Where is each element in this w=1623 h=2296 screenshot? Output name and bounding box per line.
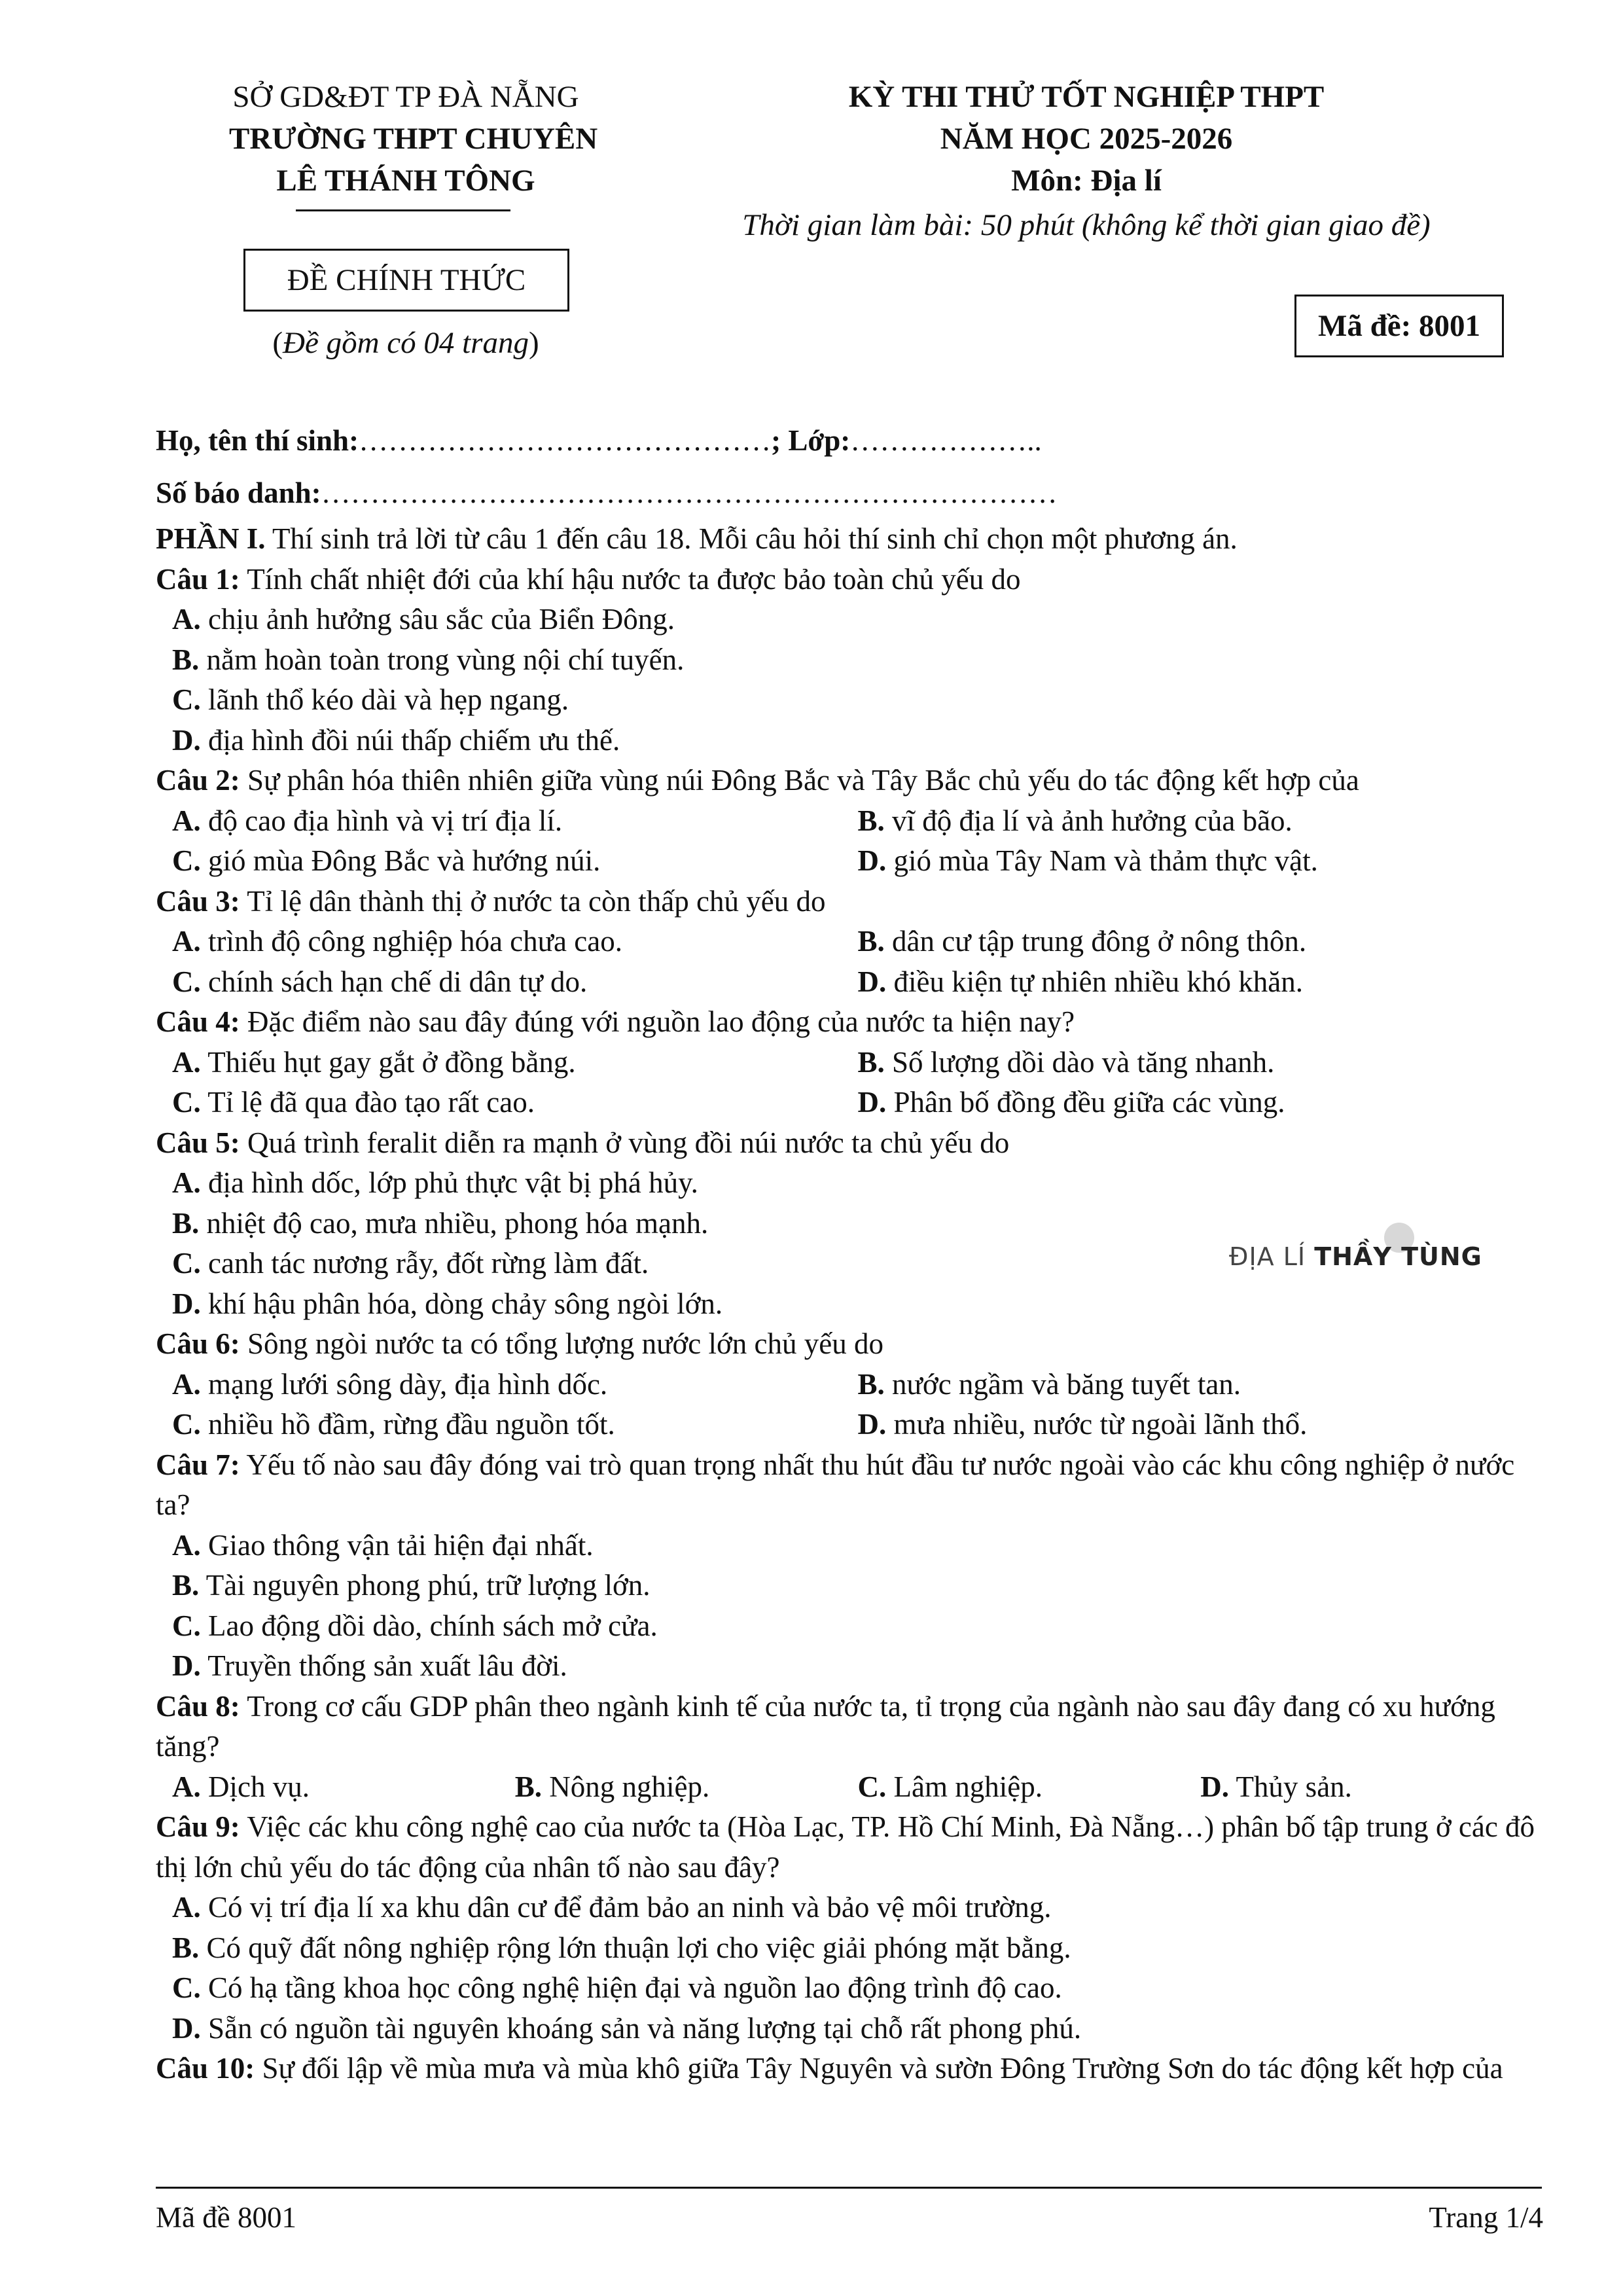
option-9c[interactable]: C. Có hạ tầng khoa học công nghệ hiện đại và nguồn lao động trình độ cao.: [172, 1971, 1062, 2004]
option-4b[interactable]: B. Số lượng dồi dào và tăng nhanh.: [857, 1045, 1275, 1079]
option-4a[interactable]: A. Thiếu hụt gay gắt ở đồng bằng.: [172, 1045, 576, 1079]
class-label: Lớp:: [788, 424, 851, 457]
option-7b[interactable]: B. Tài nguyên phong phú, trữ lượng lớn.: [172, 1569, 651, 1602]
option-2b[interactable]: B. vĩ độ địa lí và ảnh hưởng của bão.: [857, 804, 1293, 837]
option-7c[interactable]: C. Lao động dồi dào, chính sách mở cửa.: [172, 1609, 658, 1642]
options-row: [156, 962, 1543, 1003]
option-7a[interactable]: A. Giao thông vận tải hiện đại nhất.: [172, 1528, 594, 1562]
option-8a[interactable]: A. Dịch vụ.: [172, 1770, 310, 1803]
option-8d[interactable]: D. Thủy sản.: [1200, 1770, 1352, 1803]
question-text: Yếu tố nào sau đây đóng vai trò quan trọng nhất thu hút đầu tư nước ngoài vào các khu công nghiệp ở nước ta?: [156, 1448, 1515, 1521]
options-row: [156, 1405, 1543, 1445]
question-label: Câu 3:: [156, 884, 240, 918]
subject-label: Môn:: [1011, 164, 1083, 198]
option-6b[interactable]: B. nước ngầm và băng tuyết tan.: [857, 1367, 1241, 1401]
option-5b[interactable]: B. nhiệt độ cao, mưa nhiều, phong hóa mạnh.: [172, 1206, 709, 1240]
question-label: Câu 5:: [156, 1126, 240, 1159]
school-name-line1: TRƯỜNG THPT CHUYÊN: [229, 122, 598, 156]
options-row: [156, 1767, 1543, 1808]
option-2a[interactable]: A. độ cao địa hình và vị trí địa lí.: [172, 804, 563, 837]
department-name: SỞ GD&ĐT TP ĐÀ NẴNG: [232, 80, 579, 114]
exam-title: KỲ THI THỬ TỐT NGHIỆP THPT: [848, 80, 1325, 114]
question-text: Quá trình feralit diễn ra mạnh ở vùng đồi núi nước ta chủ yếu do: [247, 1126, 1010, 1159]
pages-note: (Đề gồm có 04 trang): [272, 326, 539, 360]
question-7: [156, 1445, 1543, 1526]
question-text: Đặc điểm nào sau đây đúng với nguồn lao động của nước ta hiện nay?: [247, 1005, 1075, 1038]
school-underline: [296, 209, 510, 211]
watermark-part1: ĐỊA LÍ: [1229, 1242, 1306, 1271]
pages-note-text: Đề gồm có 04 trang: [283, 326, 529, 360]
option-4c[interactable]: C. Tỉ lệ đã qua đào tạo rất cao.: [172, 1086, 535, 1119]
option-3b[interactable]: B. dân cư tập trung đông ở nông thôn.: [857, 925, 1307, 958]
option-6c[interactable]: C. nhiều hồ đầm, rừng đầu nguồn tốt.: [172, 1408, 615, 1441]
question-1: [156, 560, 1543, 600]
option-3d[interactable]: D. điều kiện tự nhiên nhiều khó khăn.: [857, 965, 1304, 998]
option-9b[interactable]: B. Có quỹ đất nông nghiệp rộng lớn thuận lợi cho việc giải phóng mặt bằng.: [172, 1931, 1071, 1964]
question-label: Câu 10:: [156, 2052, 255, 2085]
subject-name: Địa lí: [1090, 164, 1162, 198]
question-4: [156, 1002, 1543, 1043]
part1-label: PHẦN I.: [156, 522, 266, 555]
official-exam-box: ĐỀ CHÍNH THỨC: [243, 249, 569, 312]
footer-divider: [156, 2187, 1542, 2189]
part1-text: Thí sinh trả lời từ câu 1 đến câu 18. Mỗi câu hỏi thí sinh chỉ chọn một phương án.: [272, 522, 1238, 555]
option-1b[interactable]: B. nằm hoàn toàn trong vùng nội chí tuyến.: [172, 643, 685, 676]
question-5: [156, 1123, 1543, 1164]
question-10: [156, 2049, 1543, 2089]
question-text: Trong cơ cấu GDP phân theo ngành kinh tế của nước ta, tỉ trọng của ngành nào sau đây đang có xu hướng tăng?: [156, 1689, 1495, 1763]
options-row: [156, 801, 1543, 842]
footer-exam-code: Mã đề 8001: [156, 2201, 296, 2234]
options-row: [156, 1365, 1543, 1405]
question-text: Sông ngòi nước ta có tổng lượng nước lớn chủ yếu do: [247, 1327, 883, 1360]
question-label: Câu 2:: [156, 764, 240, 797]
subject-line: [707, 161, 1466, 200]
option-3c[interactable]: C. chính sách hạn chế di dân tự do.: [172, 965, 588, 998]
option-8b[interactable]: B. Nông nghiệp.: [514, 1770, 710, 1803]
question-label: Câu 6:: [156, 1327, 240, 1360]
option-3a[interactable]: A. trình độ công nghiệp hóa chưa cao.: [172, 925, 622, 958]
question-8: [156, 1687, 1543, 1767]
option-4d[interactable]: D. Phân bố đồng đều giữa các vùng.: [857, 1086, 1285, 1119]
watermark-logo: [1229, 1242, 1482, 1271]
part1-instruction: [156, 519, 1543, 560]
student-name-field[interactable]: ……………………………………: [359, 424, 772, 457]
question-2: [156, 761, 1543, 801]
options-row: [156, 841, 1543, 882]
time-note: Thời gian làm bài: 50 phút (không kể thời gian giao đề): [742, 208, 1431, 242]
option-2d[interactable]: D. gió mùa Tây Nam và thảm thực vật.: [857, 844, 1318, 877]
option-7d[interactable]: D. Truyền thống sản xuất lâu đời.: [172, 1649, 567, 1682]
question-label: Câu 1:: [156, 562, 240, 596]
student-name-line: Họ, tên thí sinh:……………………………………; Lớp:………………..: [156, 424, 1042, 457]
question-text: Tỉ lệ dân thành thị ở nước ta còn thấp chủ yếu do: [247, 884, 826, 918]
option-6a[interactable]: A. mạng lưới sông dày, địa hình dốc.: [172, 1367, 608, 1401]
options-row: [156, 1043, 1543, 1083]
question-6: [156, 1324, 1543, 1365]
option-1d[interactable]: D. địa hình đồi núi thấp chiếm ưu thế.: [172, 723, 620, 757]
question-9: [156, 1807, 1543, 1888]
footer-page-number: Trang 1/4: [1429, 2201, 1543, 2234]
watermark-part2: THẦY TÙNG: [1314, 1242, 1482, 1271]
class-field[interactable]: ………………..: [850, 424, 1042, 457]
option-1c[interactable]: C. lãnh thổ kéo dài và hẹp ngang.: [172, 683, 569, 716]
option-1a[interactable]: A. chịu ảnh hưởng sâu sắc của Biển Đông.: [172, 603, 675, 636]
student-id-field[interactable]: …………………………………………………………………: [321, 476, 1058, 509]
question-label: Câu 7:: [156, 1448, 240, 1481]
question-text: Sự phân hóa thiên nhiên giữa vùng núi Đông Bắc và Tây Bắc chủ yếu do tác động kết hợp của: [247, 764, 1359, 797]
question-text: Việc các khu công nghệ cao của nước ta (Hòa Lạc, TP. Hồ Chí Minh, Đà Nẵng…) phân bố tập trung ở các đô thị lớn chủ yếu do tác động của nhân tố nào sau đây?: [156, 1810, 1535, 1884]
option-5d[interactable]: D. khí hậu phân hóa, dòng chảy sông ngòi lớn.: [172, 1287, 723, 1320]
student-id-line: [156, 467, 1543, 519]
option-8c[interactable]: C. Lâm nghiệp.: [857, 1770, 1043, 1803]
options-row: [156, 1083, 1543, 1123]
question-label: Câu 4:: [156, 1005, 240, 1038]
options-row: [156, 922, 1543, 962]
student-id-label: Số báo danh:: [156, 476, 321, 509]
question-label: Câu 9:: [156, 1810, 240, 1843]
option-9d[interactable]: D. Sẵn có nguồn tài nguyên khoáng sản và năng lượng tại chỗ rất phong phú.: [172, 2011, 1082, 2045]
question-text: Sự đối lập về mùa mưa và mùa khô giữa Tây Nguyên và sườn Đông Trường Sơn do tác động kết hợp của: [262, 2052, 1503, 2085]
option-9a[interactable]: A. Có vị trí địa lí xa khu dân cư để đảm bảo an ninh và bảo vệ môi trường.: [172, 1891, 1052, 1924]
school-name-line2: LÊ THÁNH TÔNG: [276, 164, 535, 198]
exam-code-box: Mã đề: 8001: [1294, 295, 1504, 357]
option-5a[interactable]: A. địa hình dốc, lớp phủ thực vật bị phá hủy.: [172, 1166, 698, 1199]
option-5c[interactable]: C. canh tác nương rẫy, đốt rừng làm đất.: [172, 1247, 649, 1280]
question-label: Câu 8:: [156, 1689, 240, 1723]
student-name-label: Họ, tên thí sinh:: [156, 424, 359, 457]
option-6d[interactable]: D. mưa nhiều, nước từ ngoài lãnh thổ.: [857, 1408, 1308, 1441]
school-year: NĂM HỌC 2025-2026: [940, 122, 1233, 156]
question-3: [156, 882, 1543, 922]
question-text: Tính chất nhiệt đới của khí hậu nước ta được bảo toàn chủ yếu do: [247, 562, 1021, 596]
option-2c[interactable]: C. gió mùa Đông Bắc và hướng núi.: [172, 844, 601, 877]
